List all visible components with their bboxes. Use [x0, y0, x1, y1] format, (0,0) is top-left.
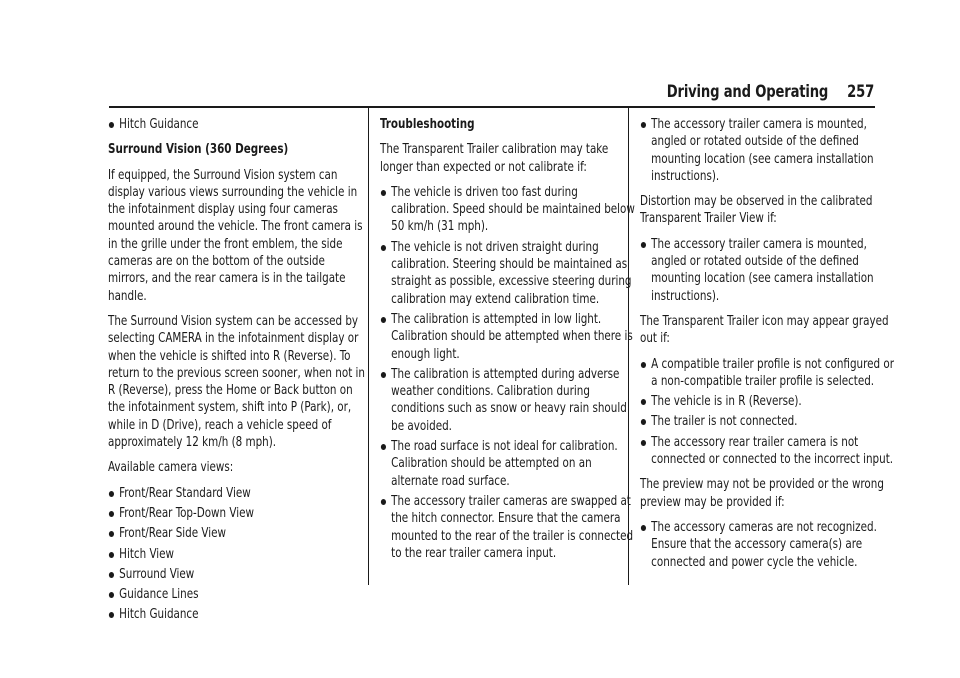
list-item: The calibration is attempted in low light. Calibration should be attempted when there is enough light. — [380, 311, 638, 363]
list-item: Hitch View — [108, 546, 366, 563]
list-item: Surround View — [108, 566, 366, 583]
section-heading: Surround Vision (360 Degrees) — [108, 142, 289, 158]
list-item: The calibration is attempted during adverse weather conditions. Calibration during conditions such as snow or heavy rain should be avoided. — [380, 366, 638, 435]
list-item: Hitch Guidance — [108, 606, 366, 623]
section-title: Driving and Operating — [666, 82, 829, 102]
list-item: The accessory cameras are not recognized. Ensure that the accessory camera(s) are connected and power cycle the vehicle. — [640, 519, 898, 571]
paragraph: The Surround Vision system can be accessed by selecting CAMERA in the infotainment display or when the vehicle is shifted into R (Reverse). To return to the previous screen sooner, when not in R (Reverse), press the Home or Back button on the infotainment system, shift into P (Park), or, while in D (Drive), reach a vehicle speed of approximately 12 km/h (8 mph). — [108, 313, 366, 451]
list-item: Front/Rear Standard View — [108, 485, 366, 502]
list-item: The accessory rear trailer camera is not connected or connected to the incorrect input. — [640, 434, 898, 469]
paragraph: The Transparent Trailer icon may appear grayed out if: — [640, 313, 889, 347]
list-item: The accessory trailer camera is mounted, angled or rotated outside of the defined mounting location (see camera installation instructions). — [640, 236, 898, 305]
page-number: 257 — [847, 82, 874, 102]
list-item: Hitch Guidance — [108, 116, 366, 133]
list-item: The vehicle is in R (Reverse). — [640, 393, 898, 410]
paragraph: Available camera views: — [108, 460, 234, 476]
list-item: The road surface is not ideal for calibration. Calibration should be attempted on an alternate road surface. — [380, 438, 638, 490]
column-middle — [380, 108, 638, 570]
list-item: The vehicle is not driven straight during calibration. Steering should be maintained as straight as possible, excessive steering during calibration may extend calibration time. — [380, 239, 638, 308]
list-item: The accessory trailer camera is mounted, angled or rotated outside of the defined mounting location (see camera installation instructions). — [640, 116, 898, 185]
list-item: A compatible trailer profile is not configured or a non-compatible trailer profile is selected. — [640, 356, 898, 391]
list-item: The accessory trailer cameras are swapped at the hitch connector. Ensure that the camera mounted to the rear of the trailer is connected to the rear trailer camera input. — [380, 493, 638, 562]
paragraph: Distortion may be observed in the calibrated Transparent Trailer View if: — [640, 194, 873, 227]
camera-views-list — [108, 485, 366, 624]
paragraph: The preview may not be provided or the wrong preview may be provided if: — [640, 477, 884, 510]
list-item: Front/Rear Side View — [108, 525, 366, 542]
running-header — [667, 82, 874, 102]
section-heading: Troubleshooting — [380, 117, 475, 132]
list-item: The trailer is not connected. — [640, 413, 898, 430]
column-left — [108, 108, 366, 632]
list-item: Front/Rear Top-Down View — [108, 505, 366, 522]
column-right — [640, 108, 898, 579]
paragraph: If equipped, the Surround Vision system can display various views surrounding the vehicle in the infotainment display using four cameras mounted around the vehicle. The front camera is in the grille under the front emblem, the side cameras are on the bottom of the outside mirrors, and the rear camera is in the tailgate handle. — [108, 167, 363, 304]
column-divider — [368, 108, 369, 585]
troubleshooting-list — [380, 184, 638, 562]
list-item: Guidance Lines — [108, 586, 366, 603]
list-item: The vehicle is driven too fast during calibration. Speed should be maintained below 50 km/h (31 mph). — [380, 184, 638, 236]
paragraph: The Transparent Trailer calibration may take longer than expected or not calibrate if: — [380, 142, 609, 175]
